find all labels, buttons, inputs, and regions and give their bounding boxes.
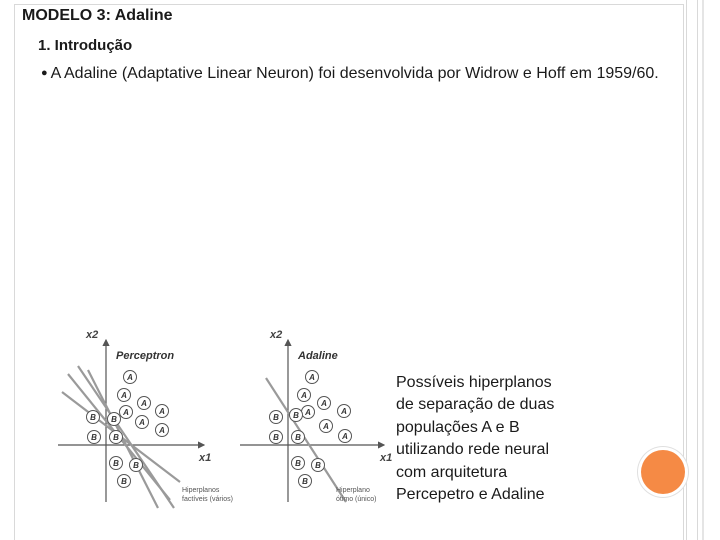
perceptron-caption-line2: factíveis (vários) [182, 496, 233, 503]
svg-text:A: A [321, 399, 327, 408]
svg-text:A: A [141, 399, 147, 408]
svg-text:B: B [113, 459, 119, 468]
hyperplane-diagram [58, 322, 398, 510]
perceptron-class-b-labels [90, 413, 139, 486]
svg-text:B: B [111, 415, 117, 424]
svg-text:B: B [295, 433, 301, 442]
figure-caption: Possíveis hiperplanos de separação de duas populações A e B utilizando rede neural com arquitetura Percepetro e Adaline [396, 374, 555, 504]
svg-text:B: B [90, 413, 96, 422]
svg-text:A: A [121, 391, 127, 400]
svg-text:A: A [341, 407, 347, 416]
adaline-x-axis-label: x1 [380, 452, 393, 464]
svg-text:B: B [91, 433, 97, 442]
adaline-panel [240, 329, 392, 503]
section-heading: 1. Introdução [38, 37, 133, 54]
svg-text:B: B [121, 477, 127, 486]
perceptron-caption-line1: Hiperplanos [182, 487, 220, 494]
svg-text:A: A [127, 373, 133, 382]
svg-text:A: A [123, 408, 129, 417]
adaline-caption-line2: ótimo (único) [336, 496, 377, 503]
svg-text:B: B [315, 461, 321, 470]
svg-text:A: A [323, 422, 329, 431]
perceptron-y-axis-label: x2 [86, 329, 99, 341]
svg-text:B: B [273, 413, 279, 422]
svg-text:A: A [305, 408, 311, 417]
svg-text:B: B [113, 433, 119, 442]
svg-text:A: A [139, 418, 145, 427]
perceptron-panel [58, 329, 233, 508]
bullet-text: A Adaline (Adaptative Linear Neuron) foi desenvolvida por Widrow e Hoff em 1959/60. [50, 65, 659, 82]
decorative-side-line [702, 0, 704, 540]
svg-text:B: B [133, 461, 139, 470]
adaline-title: Adaline [298, 350, 338, 362]
svg-text:A: A [342, 432, 348, 441]
svg-text:B: B [302, 477, 308, 486]
svg-text:A: A [309, 373, 315, 382]
perceptron-title: Perceptron [116, 350, 175, 362]
bullet-icon: ● [41, 67, 48, 79]
decorative-side-bar [686, 0, 698, 540]
bullet-item [41, 62, 661, 85]
adaline-caption-line1: Hiperplano [336, 487, 370, 494]
svg-text:B: B [293, 411, 299, 420]
svg-text:B: B [295, 459, 301, 468]
svg-text:A: A [159, 407, 165, 416]
svg-text:A: A [301, 391, 307, 400]
svg-text:A: A [159, 426, 165, 435]
slide-title: MODELO 3: Adaline [22, 7, 173, 24]
adaline-y-axis-label: x2 [270, 329, 283, 341]
perceptron-x-axis-label: x1 [199, 452, 212, 464]
decorative-orange-circle [641, 450, 685, 494]
svg-text:B: B [273, 433, 279, 442]
